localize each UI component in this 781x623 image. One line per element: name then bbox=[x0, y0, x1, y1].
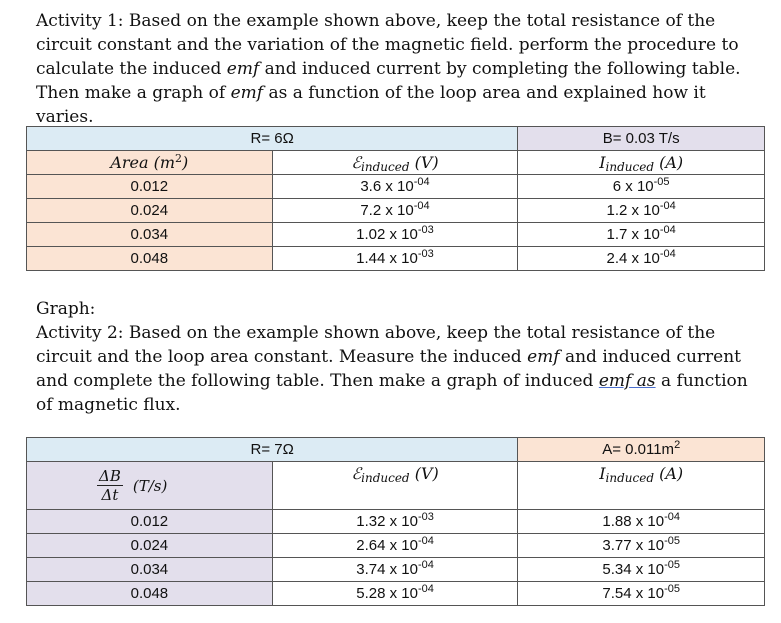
table-row bbox=[27, 510, 765, 534]
current-mantissa: 3.77 x 10 bbox=[602, 537, 665, 554]
current-exponent: -05 bbox=[664, 535, 680, 547]
emf-cell bbox=[272, 223, 518, 247]
emf-cell bbox=[272, 558, 518, 582]
table-row bbox=[27, 199, 765, 223]
current-mantissa: 1.88 x 10 bbox=[602, 513, 665, 530]
col-area-sup: 2 bbox=[175, 152, 183, 165]
col-emf-header bbox=[272, 151, 518, 175]
table-row bbox=[27, 558, 765, 582]
table-row bbox=[27, 223, 765, 247]
current-mantissa: 6 x 10 bbox=[612, 178, 654, 195]
activity2-emf-as-term: emf as bbox=[598, 371, 656, 391]
emf-exponent: -04 bbox=[413, 176, 430, 188]
current-exponent: -05 bbox=[653, 176, 670, 188]
col-current-unit: (A) bbox=[654, 464, 684, 483]
emf-cell bbox=[272, 510, 518, 534]
emf-exponent: -04 bbox=[413, 200, 430, 212]
col-emf-symbol: ℰ bbox=[351, 153, 362, 172]
col-emf-symbol: ℰ bbox=[351, 464, 362, 483]
activity1-emf-term: emf bbox=[226, 59, 260, 79]
activity2-emf-term: emf bbox=[527, 347, 560, 367]
emf-cell bbox=[272, 199, 518, 223]
emf-exponent: -04 bbox=[417, 583, 434, 595]
activity1-text-a: Activity 1: Based on the example shown above, keep the total resistance of the circuit constant and the variation of the magnetic field. perform the procedure to calculate the induced bbox=[36, 11, 739, 79]
activity2-text-b: and induced current and complete the following table. Then make a graph of induced bbox=[36, 347, 741, 391]
current-mantissa: 1.2 x 10 bbox=[606, 202, 660, 219]
current-cell bbox=[518, 582, 765, 606]
current-cell bbox=[518, 223, 765, 247]
current-exponent: -05 bbox=[664, 559, 680, 571]
current-mantissa: 2.4 x 10 bbox=[606, 250, 660, 267]
activity2-paragraph bbox=[36, 297, 766, 417]
current-cell bbox=[518, 558, 765, 582]
area-cell: 0.034 bbox=[27, 223, 273, 247]
area-cell: 0.024 bbox=[27, 199, 273, 223]
col-current-header bbox=[518, 462, 765, 510]
col-area-text: Area (m bbox=[110, 153, 176, 172]
current-exponent: -05 bbox=[664, 583, 680, 595]
resistance-label: R= 6Ω bbox=[250, 130, 294, 147]
table-1 bbox=[26, 126, 765, 271]
current-mantissa: 5.34 x 10 bbox=[602, 561, 665, 578]
activity2-text-c: a function of magnetic flux. bbox=[36, 371, 748, 415]
activity1-emf-term-2: emf bbox=[230, 83, 264, 103]
activity1-text-b: and induced current by completing the following table. Then make a graph of bbox=[36, 59, 741, 103]
emf-exponent: -04 bbox=[417, 559, 434, 571]
fraction-denominator: Δt bbox=[101, 486, 119, 504]
col-area-header bbox=[27, 151, 273, 175]
emf-mantissa: 3.6 x 10 bbox=[360, 178, 414, 195]
col-emf-sub: induced bbox=[361, 471, 410, 485]
emf-exponent: -03 bbox=[417, 511, 434, 523]
area-const-label: A= 0.011m bbox=[602, 441, 675, 458]
current-cell bbox=[518, 247, 765, 271]
fraction-unit: (T/s) bbox=[132, 476, 168, 495]
activity1-text-c: as a function of the loop area and explained how it varies. bbox=[36, 83, 706, 127]
table-row bbox=[27, 175, 765, 199]
col-emf-sub: induced bbox=[361, 160, 410, 174]
col-current-unit: (A) bbox=[654, 153, 684, 172]
resistance-cell bbox=[27, 127, 518, 151]
fraction-numerator: ΔB bbox=[99, 467, 121, 485]
current-exponent: -04 bbox=[664, 511, 680, 523]
graph-label: Graph: bbox=[36, 299, 96, 319]
current-cell bbox=[518, 199, 765, 223]
emf-exponent: -03 bbox=[417, 224, 434, 236]
current-cell bbox=[518, 175, 765, 199]
current-exponent: -04 bbox=[659, 200, 676, 212]
emf-exponent: -04 bbox=[417, 535, 434, 547]
area-const-sup: 2 bbox=[674, 439, 681, 451]
current-exponent: -04 bbox=[659, 224, 676, 236]
b-field-label: B= 0.03 T/s bbox=[602, 130, 680, 147]
current-mantissa: 1.7 x 10 bbox=[606, 226, 660, 243]
current-exponent: -04 bbox=[659, 248, 676, 260]
db-dt-cell: 0.012 bbox=[27, 510, 273, 534]
col-area-close: ) bbox=[182, 153, 189, 172]
col-current-sub: induced bbox=[605, 160, 654, 174]
col-emf-unit: (V) bbox=[409, 464, 439, 483]
area-cell: 0.048 bbox=[27, 247, 273, 271]
resistance-cell bbox=[27, 438, 518, 462]
table-row bbox=[27, 247, 765, 271]
db-dt-cell: 0.024 bbox=[27, 534, 273, 558]
current-cell bbox=[518, 534, 765, 558]
emf-mantissa: 3.74 x 10 bbox=[356, 561, 418, 578]
emf-cell bbox=[272, 534, 518, 558]
table-2 bbox=[26, 437, 765, 606]
area-cell: 0.012 bbox=[27, 175, 273, 199]
activity1-paragraph bbox=[36, 9, 766, 129]
db-dt-cell: 0.034 bbox=[27, 558, 273, 582]
db-dt-fraction bbox=[97, 467, 123, 504]
emf-exponent: -03 bbox=[417, 248, 434, 260]
col-emf-header bbox=[272, 462, 518, 510]
emf-mantissa: 7.2 x 10 bbox=[360, 202, 414, 219]
emf-cell bbox=[272, 247, 518, 271]
table-row bbox=[27, 582, 765, 606]
col-current-header bbox=[518, 151, 765, 175]
emf-mantissa: 1.02 x 10 bbox=[356, 226, 418, 243]
activity2-text-a: Activity 2: Based on the example shown above, keep the total resistance of the circuit and the loop area constant. Measure the induced bbox=[36, 323, 716, 367]
emf-mantissa: 2.64 x 10 bbox=[356, 537, 418, 554]
emf-mantissa: 1.32 x 10 bbox=[356, 513, 418, 530]
current-mantissa: 7.54 x 10 bbox=[602, 585, 665, 602]
emf-mantissa: 5.28 x 10 bbox=[356, 585, 418, 602]
emf-cell bbox=[272, 175, 518, 199]
col-db-dt-header bbox=[27, 462, 273, 510]
current-cell bbox=[518, 510, 765, 534]
col-current-symbol: I bbox=[599, 153, 606, 172]
col-current-symbol: I bbox=[599, 464, 606, 483]
col-current-sub: induced bbox=[605, 471, 655, 485]
resistance-label: R= 7Ω bbox=[250, 441, 294, 458]
area-const-cell bbox=[518, 438, 765, 462]
col-emf-unit: (V) bbox=[409, 153, 439, 172]
emf-mantissa: 1.44 x 10 bbox=[356, 250, 418, 267]
db-dt-cell: 0.048 bbox=[27, 582, 273, 606]
emf-cell bbox=[272, 582, 518, 606]
b-field-cell bbox=[518, 127, 765, 151]
table-row bbox=[27, 534, 765, 558]
